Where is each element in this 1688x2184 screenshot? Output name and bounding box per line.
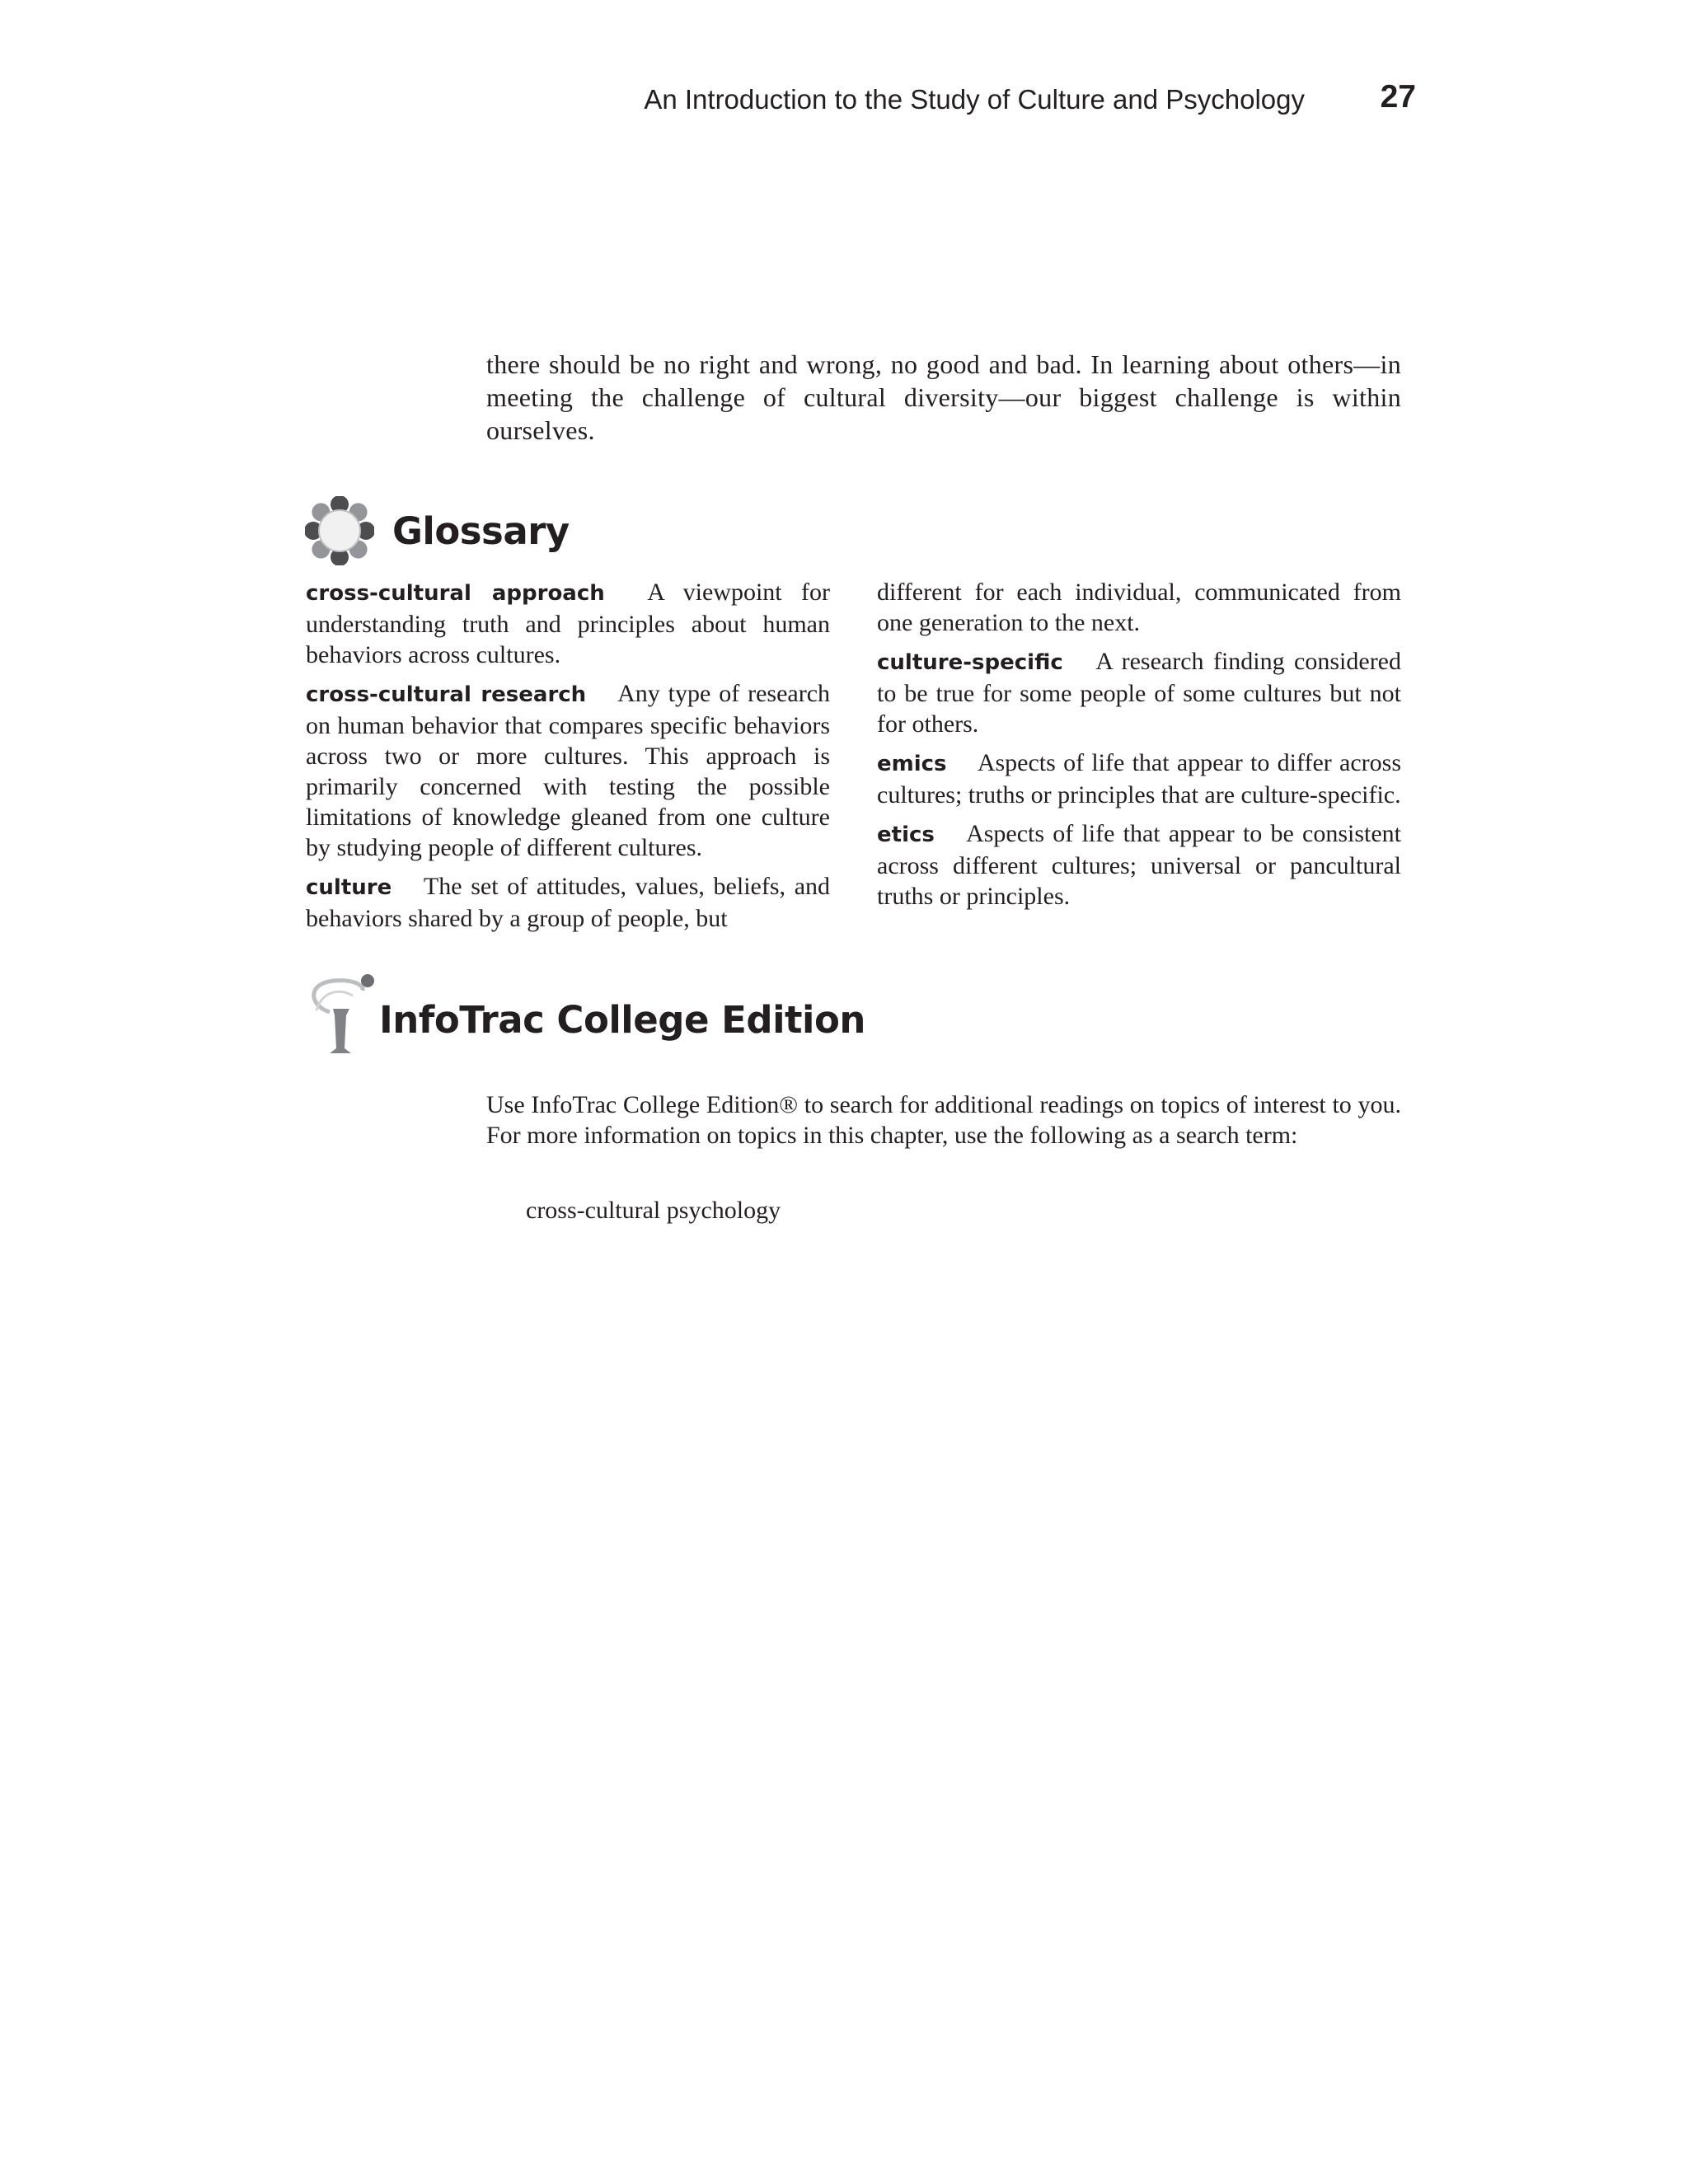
glossary-heading (305, 496, 570, 565)
glossary-entry (877, 818, 1401, 912)
glossary-entry (877, 748, 1401, 810)
glossary-title: Glossary (392, 509, 570, 553)
glossary-left-column (306, 577, 830, 942)
glossary-entry (306, 871, 830, 934)
glossary-term: culture-specific (877, 650, 1063, 675)
glossary-term: etics (877, 823, 935, 847)
glossary-definition: A research finding considered to be true for some people of some cultures but not for others. (877, 648, 1401, 738)
glossary-entry (306, 678, 830, 863)
glossary-term: emics (877, 752, 947, 776)
running-head (577, 79, 1416, 120)
infotrac-logo-icon (305, 963, 379, 1060)
intro-paragraph: there should be no right and wrong, no good and bad. In learning about others—in meeting the challenge of cultural diversity—our biggest challenge is within ourselves. (486, 349, 1401, 445)
infotrac-body: Use InfoTrac College Edition® to search for additional readings on topics of interest to you. For more information on topics in this chapter, use the following as a search term: (486, 1091, 1401, 1149)
glossary-definition: The set of attitudes, values, beliefs, and behaviors shared by a group of people, but (306, 873, 831, 932)
glossary-definition: Aspects of life that appear to differ across cultures; truths or principles that are culture-specific. (877, 749, 1401, 808)
glossary-definition: Any type of research on human behavior that compares specific behaviors across two or more cultures. This approach is primarily concerned with testing the possible limitations of knowledge gleaned from one culture by studying people of different cultures. (306, 680, 831, 861)
glossary-definition: different for each individual, communicated from one generation to the next. (877, 579, 1401, 636)
glossary-term: cross-cultural approach (306, 581, 605, 606)
glossary-entry (877, 646, 1401, 739)
infotrac-heading (305, 971, 865, 1068)
glossary-term: cross-cultural research (306, 682, 587, 707)
glossary-term: culture (306, 875, 392, 900)
gear-flower-icon (305, 496, 374, 565)
glossary-entry-continued (877, 577, 1401, 638)
glossary-definition: Aspects of life that appear to be consistent across different cultures; universal or pancultural truths or principles. (877, 820, 1401, 910)
glossary-right-column (877, 577, 1401, 920)
glossary-entry (306, 577, 830, 670)
running-title: An Introduction to the Study of Culture and Psychology (644, 84, 1305, 115)
infotrac-title: InfoTrac College Edition (379, 997, 865, 1042)
page-number: 27 (1380, 79, 1416, 115)
infotrac-search-term: cross-cultural psychology (526, 1197, 781, 1224)
glossary-definition: A viewpoint for understanding truth and principles about human behaviors across cultures. (306, 579, 830, 668)
